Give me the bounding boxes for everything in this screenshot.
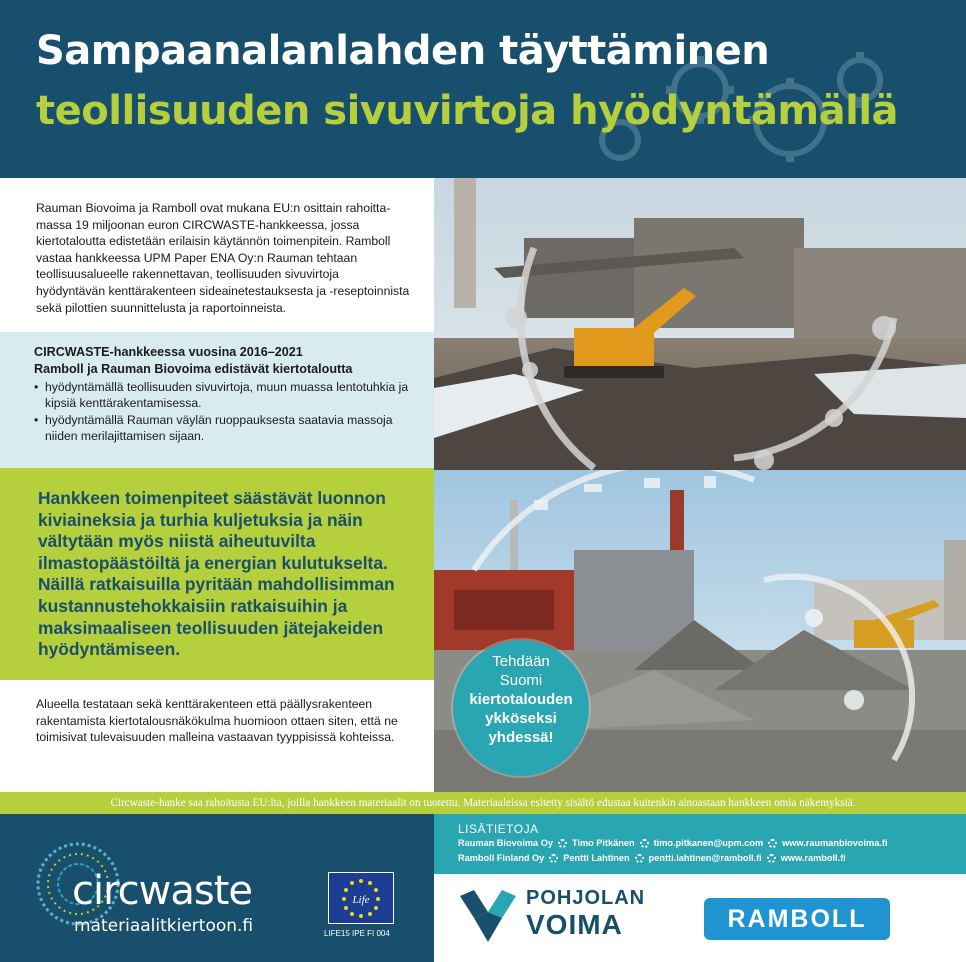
slogan-line: yhdessä! — [488, 729, 554, 746]
circwaste-logo: circwaste — [72, 868, 253, 914]
gear-icon — [549, 854, 558, 863]
pv-line-2: VOIMA — [526, 909, 623, 940]
contact-person: Timo Pitkänen — [571, 838, 635, 848]
pv-line-1: POHJOLAN — [526, 887, 646, 909]
contact-row — [458, 851, 966, 866]
contacts-box — [434, 814, 966, 874]
page-title: Sampaanalanlahden täyttäminen — [36, 28, 770, 74]
gear-icon — [768, 839, 777, 848]
contacts-heading: LISÄTIETOJA — [458, 822, 539, 836]
slogan-line: Tehdään — [492, 653, 550, 670]
ramboll-logo: RAMBOLL — [704, 898, 890, 940]
contact-website[interactable]: www.raumanbiovoima.fi — [782, 838, 888, 848]
footer-circwaste — [0, 814, 434, 962]
contact-row — [458, 836, 966, 851]
gear-icon — [558, 839, 567, 848]
partner-logos — [434, 874, 966, 962]
slogan-line: kiertotalouden — [469, 691, 573, 708]
circwaste-heading-1: CIRCWASTE-hankkeessa vuosina 2016–2021 — [34, 345, 303, 359]
life-project-code: LIFE15 IPE FI 004 — [324, 929, 390, 938]
circwaste-bullet-list — [34, 379, 414, 444]
slogan-line: Suomi — [499, 672, 543, 689]
list-item: • hyödyntämällä Rauman väylän ruoppauksesta saatavia massoja niiden merilajittamisen sijaan. — [34, 412, 414, 445]
pohjolan-voima-logo — [526, 886, 645, 940]
highlight-text: Hankkeen toimenpiteet säästävät luonnon kiviaineksia ja turhia kuljetuksia ja näin vältytään myös niistä aiheutuvilta ilmastopäästöiltä ja energian kulutukselta. Näillä ratkaisuilla pyritään mahdollisimman kustannustehokkaisiin ratkaisuihin ja maksimaaliseen teollisuuden jätejakeiden hyödyntämiseen. — [38, 488, 395, 660]
construction-site-photo — [434, 178, 966, 470]
header-banner — [0, 0, 966, 178]
eu-stars-icon — [329, 873, 393, 923]
contact-email[interactable]: pentti.lahtinen@ramboll.fi — [648, 853, 762, 863]
funding-notice: Circwaste-hanke saa rahoitusta EU:lta, joilla hankkeen materiaalit on tuotettu. Materiaaleissa esitetty sisältö edustaa kuitenkin ainoastaan hankkeen omia näkemyksiä. — [0, 792, 966, 814]
contact-org: Ramboll Finland Oy — [458, 853, 545, 863]
contact-person: Pentti Lahtinen — [563, 853, 630, 863]
circwaste-heading-2: Ramboll ja Rauman Biovoima edistävät kiertotaloutta — [34, 361, 353, 376]
slogan-bubble — [453, 640, 589, 776]
gear-icon — [640, 839, 649, 848]
contact-email[interactable]: timo.pitkanen@upm.com — [653, 838, 764, 848]
list-item: • hyödyntämällä teollisuuden sivuvirtoja, muun muassa lentotuhkia ja kipsiä kenttärakentamisessa. — [34, 379, 414, 412]
page-subtitle: teollisuuden sivuvirtoja hyödyntämällä — [36, 88, 899, 134]
slogan-line: ykköseksi — [485, 710, 557, 727]
gear-icon — [635, 854, 644, 863]
contact-org: Rauman Biovoima Oy — [458, 838, 553, 848]
eu-life-logo — [328, 872, 394, 924]
circwaste-url: materiaalitkiertoon.fi — [74, 916, 254, 936]
contact-website[interactable]: www.ramboll.fi — [780, 853, 846, 863]
highlight-box — [0, 468, 434, 680]
svg-text:Life: Life — [352, 894, 370, 906]
gear-icon — [767, 854, 776, 863]
outro-text: Alueella testataan sekä kenttärakenteen että päällysrakenteen rakentamista kiertotalousnäkökulma huomioon ottaen siten, että ne toimisivat tulevaisuuden malleina vastaavan tyyppisissä kohteissa. — [0, 680, 434, 792]
intro-text: Rauman Biovoima ja Ramboll ovat mukana EU:n osittain rahoitta-massa 19 miljoonan euron CIRCWASTE-hankkeessa, jossa kiertotaloutta edistetään erilaisin käytännön toimenpitein. Ramboll vastaa hankkeessa UPM Paper ENA Oy:n Rauman tehtaan teollisuusalueelle rakennettavan, teollisuuden sivuvirtoja hyödyntävän kenttärakenteen sideainetestauksesta ja -reseptoinnista sekä pilottien suunnittelusta ja raportoinneista. — [0, 178, 434, 332]
circwaste-info-box — [0, 332, 434, 468]
pohjolan-voima-mark-icon — [460, 890, 516, 942]
